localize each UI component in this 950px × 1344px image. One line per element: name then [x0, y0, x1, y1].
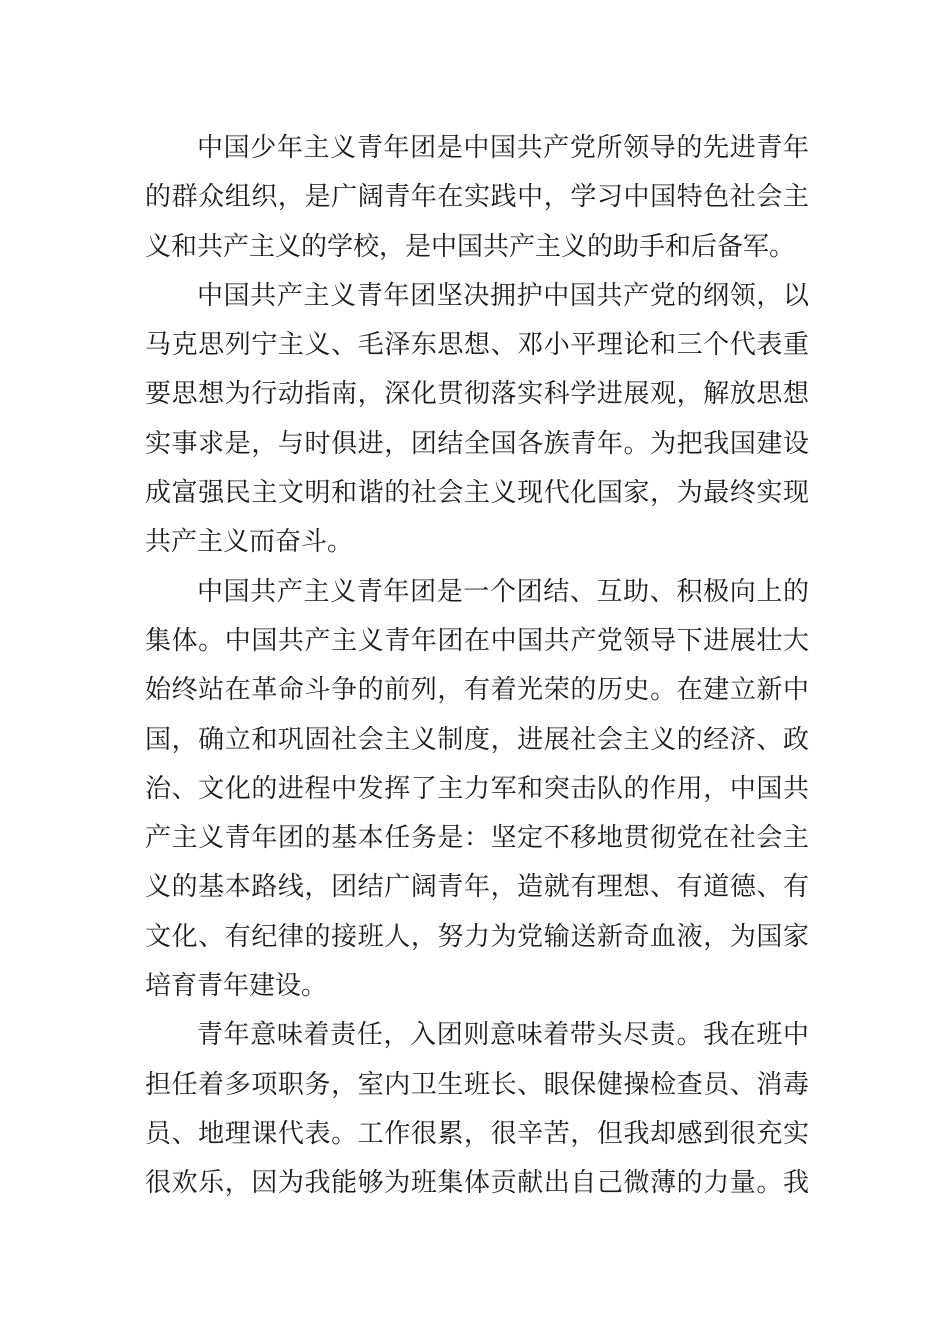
text-line: 青年意味着责任，入团则意味着带头尽责。我在班中 [197, 1020, 809, 1051]
text-line: 国，确立和巩固社会主义制度，进展社会主义的经济、政 [145, 724, 809, 755]
text-line: 产主义青年团的基本任务是：坚定不移地贯彻党在社会主 [145, 823, 809, 854]
paragraph-1 [145, 124, 809, 272]
paragraph-3 [145, 568, 809, 1012]
text-line: 义和共产主义的学校，是中国共产主义的助手和后备军。 [145, 231, 796, 262]
text-line: 实事求是，与时俱进，团结全国各族青年。为把我国建设 [145, 428, 809, 459]
text-line: 治、文化的进程中发挥了主力军和突击队的作用，中国共 [145, 773, 809, 804]
text-line: 始终站在革命斗争的前列，有着光荣的历史。在建立新中 [145, 675, 809, 706]
text-line: 集体。中国共产主义青年团在中国共产党领导下进展壮大 [145, 625, 809, 656]
text-line: 要思想为行动指南，深化贯彻落实科学进展观，解放思想 [145, 379, 809, 410]
text-line: 马克思列宁主义、毛泽东思想、邓小平理论和三个代表重 [145, 330, 809, 361]
text-line: 中国共产主义青年团是一个团结、互助、积极向上的 [197, 576, 809, 607]
text-line: 文化、有纪律的接班人，努力为党输送新奇血液，为国家 [145, 921, 809, 952]
text-line: 义的基本路线，团结广阔青年，造就有理想、有道德、有 [145, 872, 809, 903]
text-line: 成富强民主文明和谐的社会主义现代化国家，为最终实现 [145, 478, 809, 509]
text-line: 员、地理课代表。工作很累，很辛苦，但我却感到很充实 [145, 1118, 809, 1149]
paragraph-4 [145, 1011, 809, 1208]
document-body [145, 124, 809, 1209]
paragraph-2 [145, 272, 809, 568]
text-line: 培育青年建设。 [145, 971, 328, 1002]
text-line: 中国少年主义青年团是中国共产党所领导的先进青年 [197, 133, 809, 163]
text-line: 共产主义而奋斗。 [145, 527, 354, 558]
text-line: 很欢乐，因为我能够为班集体贡献出自己微薄的力量。我 [145, 1168, 809, 1199]
text-line: 中国共产主义青年团坚决拥护中国共产党的纲领，以 [197, 280, 809, 311]
text-line: 担任着多项职务，室内卫生班长、眼保健操检查员、消毒 [145, 1069, 809, 1100]
text-line: 的群众组织，是广阔青年在实践中，学习中国特色社会主 [145, 182, 809, 213]
